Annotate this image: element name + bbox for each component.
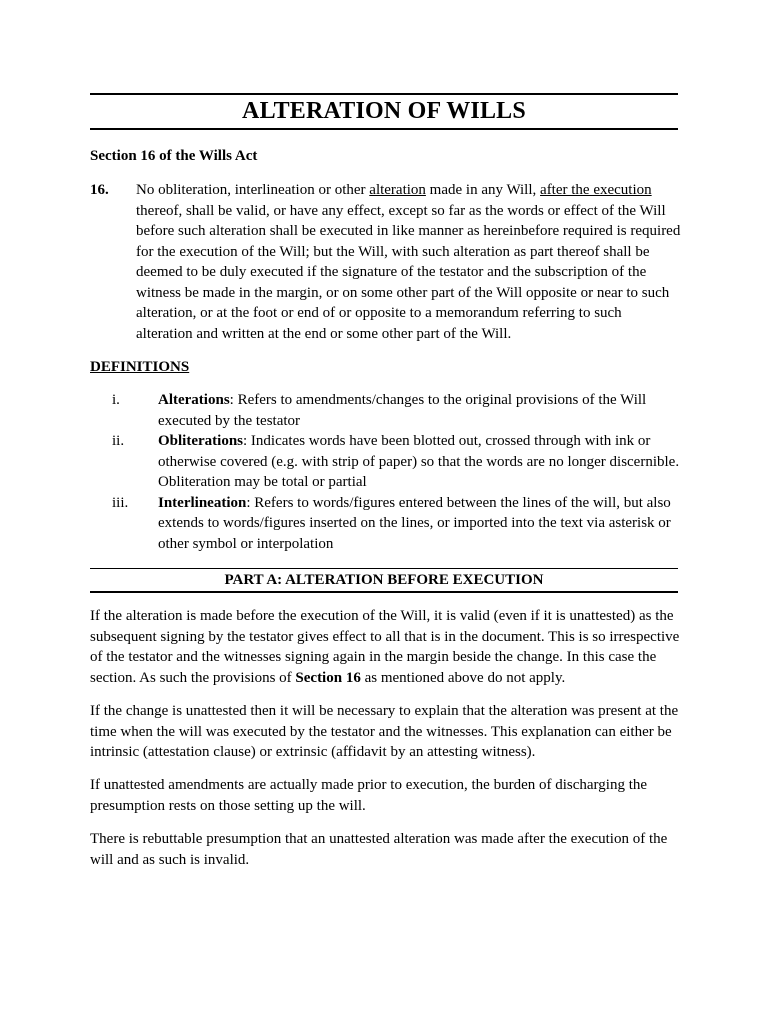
definition-body: : Refers to words/figures entered between the lines of the will, but also extends to words/figures inserted on the lines, or imported into the text via asterisk or other symbol or interpolation	[158, 494, 671, 552]
clause-number: 16.	[90, 182, 109, 198]
definition-term: Interlineation	[158, 494, 247, 511]
clause-text-part: thereof, shall be valid, or have any effect, except so far as the words or effect of the Will before such alteration shall be executed in like manner as hereinbefore required is required for the execution of the Will; but the Will, with such alteration as part thereof shall be deemed to be duly executed if the signature of the testator and the subscription of the witness be made in the margin, or on some other part of the Will opposite or near to such alteration, or at the foot or end of or opposite to a memorandum referring to such alteration and written at the end or some other part of the Will.	[136, 202, 681, 342]
part-a-heading: PART A: ALTERATION BEFORE EXECUTION	[90, 568, 678, 593]
definition-term: Obliterations	[158, 433, 243, 449]
paragraph-text: as mentioned above do not apply.	[360, 669, 566, 686]
section-16-reference: Section 16	[295, 669, 361, 686]
definition-item	[90, 493, 680, 555]
paragraph-3: If unattested amendments are actually made prior to execution, the burden of discharging the presumption rests on those setting up the will.	[90, 777, 648, 814]
title-block	[90, 93, 678, 130]
definition-body: : Refers to amendments/changes to the original provisions of the Will executed by the testator	[158, 392, 647, 429]
paragraph-text: If the alteration is made before the execution of the Will, it is valid (even if it is unattested) as the subsequent signing by the testator gives effect to all that is in the document. This is so irrespective of the testator and the witnesses signing again in the margin beside the change. In this case the section. As such the provisions of	[90, 608, 680, 686]
definition-term: Alterations	[158, 392, 230, 408]
definition-item	[90, 431, 680, 493]
clause-text	[136, 180, 682, 344]
definition-text	[158, 431, 680, 493]
definitions-list	[90, 390, 680, 554]
section-heading: Section 16 of the Wills Act	[90, 148, 258, 164]
definition-body: : Indicates words have been blotted out, crossed through with ink or otherwise covered (e.g. with strip of paper) so that the words are no longer discernible. Obliteration may be total or partial	[158, 433, 680, 490]
paragraph-1	[90, 606, 680, 688]
definition-text	[158, 493, 680, 555]
paragraph-4: There is rebuttable presumption that an unattested alteration was made after the execution of the will and as such is invalid.	[90, 831, 668, 868]
clause-text-part: made in any Will,	[425, 182, 541, 198]
paragraph-2: If the change is unattested then it will be necessary to explain that the alteration was present at the time when the will was executed by the testator and the witnesses. This explanation can either be intrinsic (attestation clause) or extrinsic (affidavit by an attesting witness).	[90, 703, 679, 760]
definition-number: iii.	[112, 494, 129, 511]
definitions-heading: DEFINITIONS	[90, 359, 190, 375]
definition-item	[90, 390, 680, 431]
page-title: ALTERATION OF WILLS	[242, 98, 526, 124]
clause-underlined-after-execution: after the execution	[540, 182, 652, 198]
clause-text-part: No obliteration, interlineation or other	[136, 182, 370, 198]
definition-number: ii.	[112, 433, 125, 449]
definition-text	[158, 390, 680, 431]
clause-underlined-alteration: alteration	[369, 182, 426, 198]
definition-number: i.	[112, 392, 120, 408]
